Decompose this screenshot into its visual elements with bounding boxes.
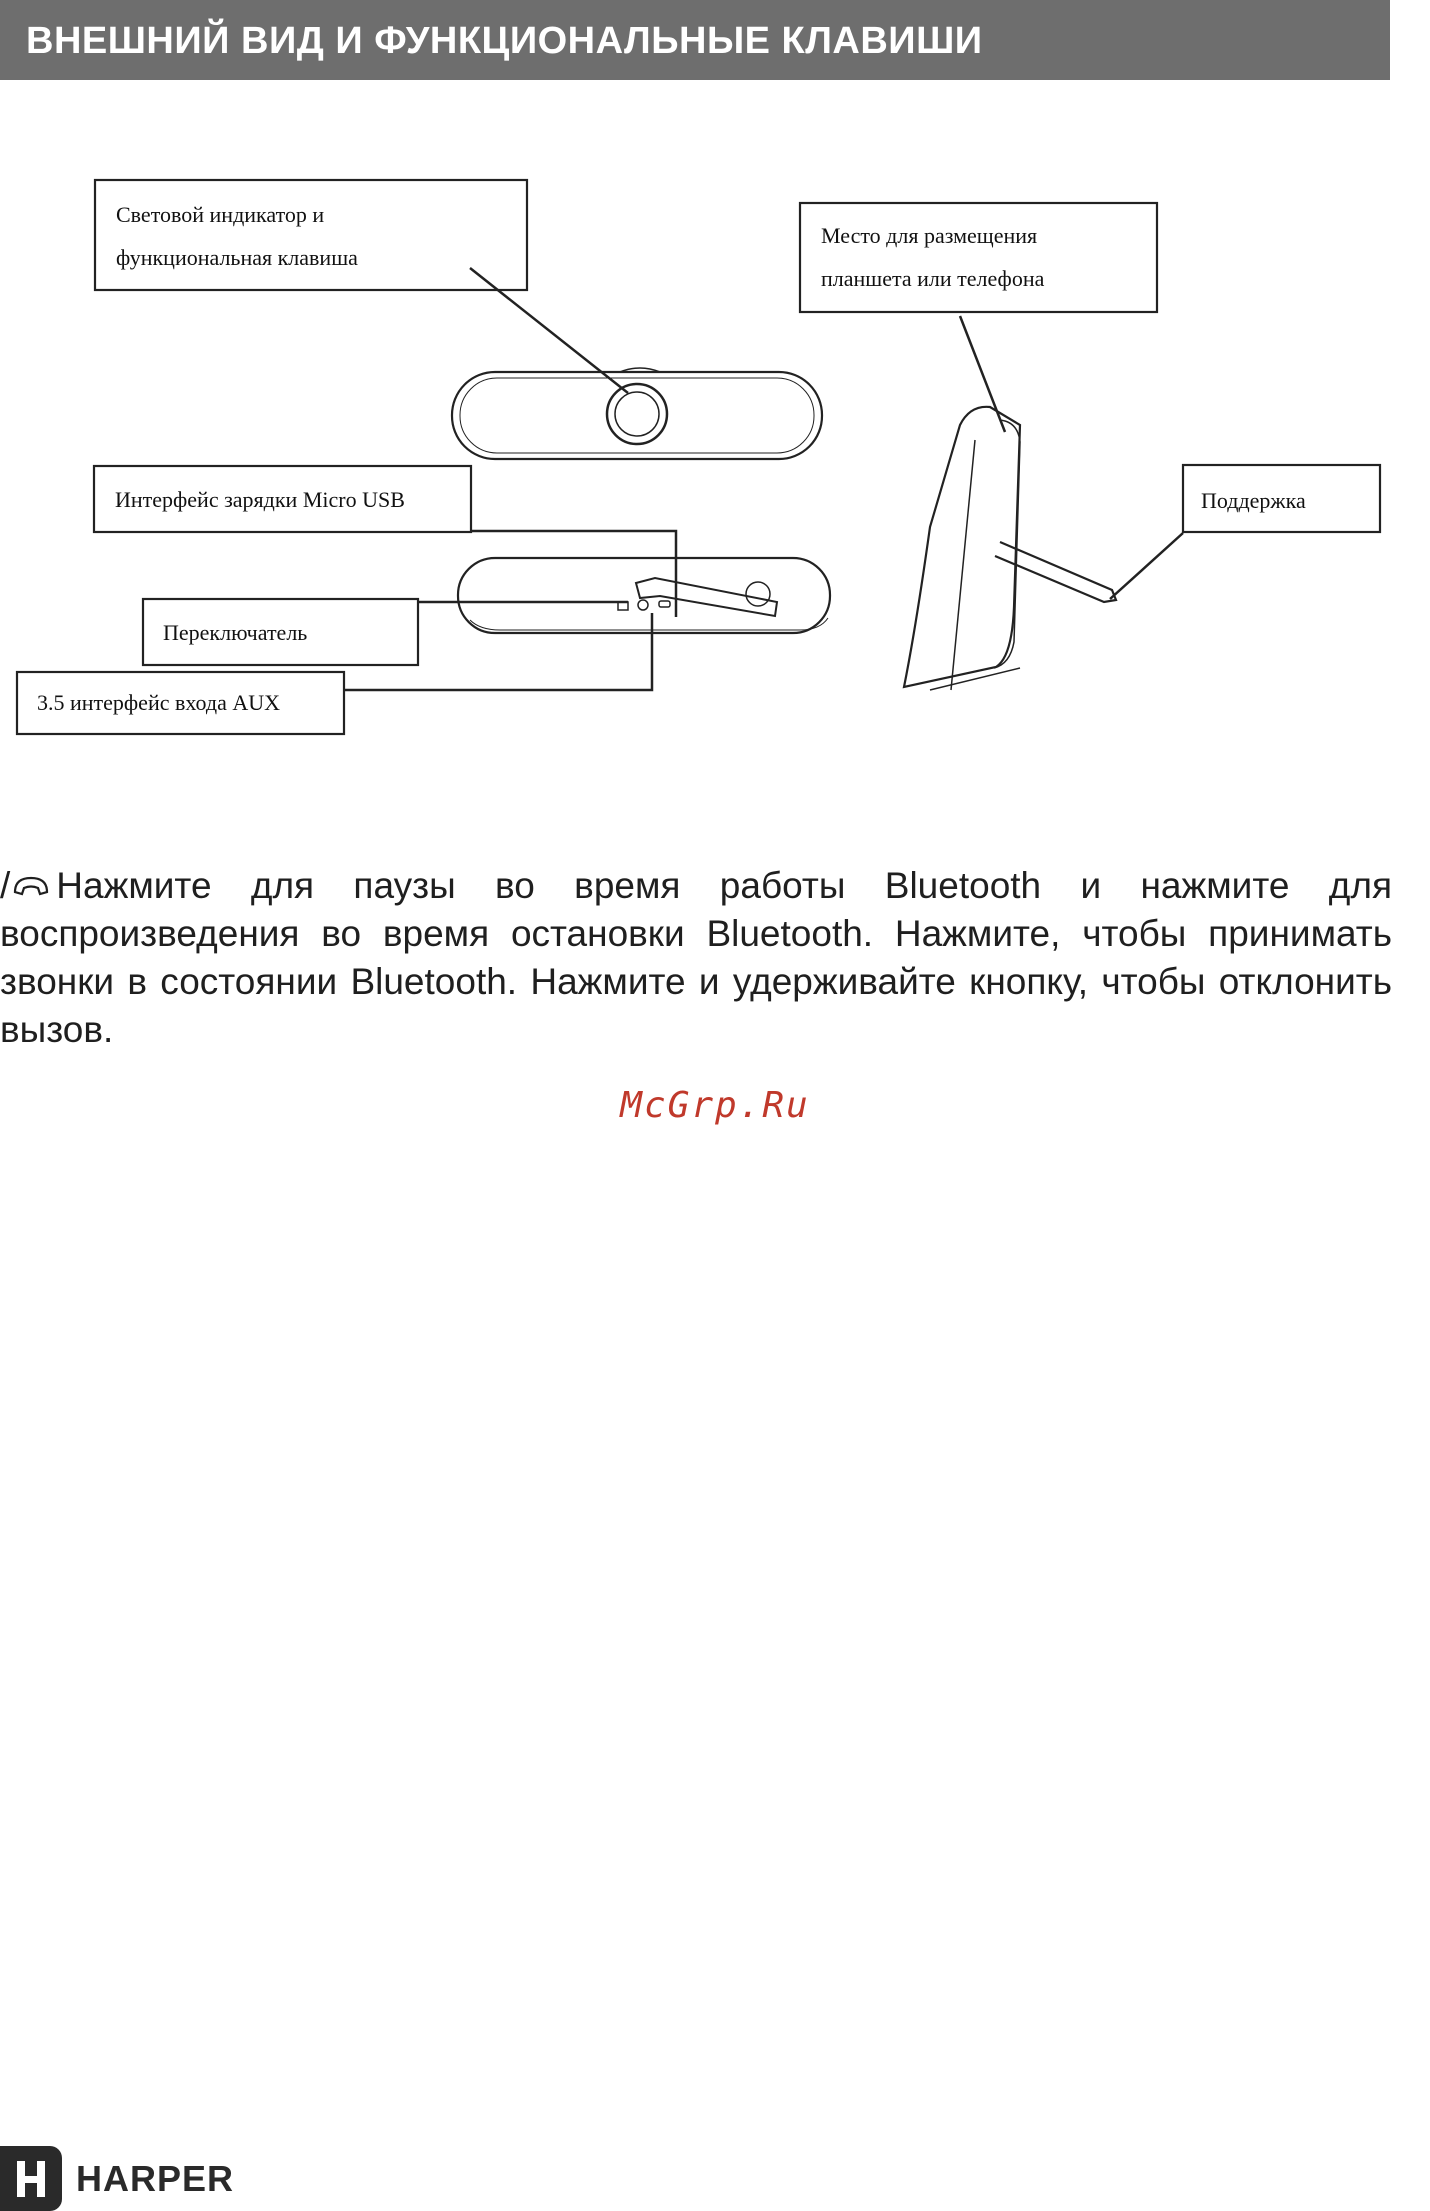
label-placement-1: Место для размещения xyxy=(821,223,1038,248)
section-header xyxy=(0,0,1390,80)
label-box-indicator xyxy=(95,180,527,290)
phone-icon xyxy=(12,874,50,902)
watermark: McGrp.Ru xyxy=(620,1085,810,1126)
speaker-front-view xyxy=(458,558,830,633)
instruction-paragraph xyxy=(0,862,1392,1054)
label-indicator-1: Световой индикатор и xyxy=(116,202,325,227)
logo-letter-icon xyxy=(11,2157,51,2201)
speaker-side-view xyxy=(904,407,1116,690)
harper-logo-icon xyxy=(0,2146,62,2211)
label-indicator-2: функциональная клавиша xyxy=(116,245,358,270)
function-button-icon xyxy=(607,384,667,444)
label-micro-usb: Интерфейс зарядки Micro USB xyxy=(115,487,405,512)
brand-name: HARPER xyxy=(76,2157,235,2199)
instruction-text: Нажмите для паузы во время работы Bluetooth и нажмите для воспроизведения во время остановки Bluetooth. Нажмите, чтобы принимать звонки в состоянии Bluetooth. Нажмите и удерживайте кнопку, чтобы отклонить вызов. xyxy=(0,865,1392,1050)
label-support: Поддержка xyxy=(1201,488,1306,513)
label-placement-2: планшета или телефона xyxy=(821,266,1045,291)
section-title: ВНЕШНИЙ ВИД И ФУНКЦИОНАЛЬНЫЕ КЛАВИШИ xyxy=(26,20,983,62)
label-box-placement xyxy=(800,203,1157,312)
label-switch: Переключатель xyxy=(163,620,308,645)
slash-prefix: / xyxy=(0,865,11,906)
brand-footer xyxy=(0,2146,234,2211)
speaker-top-view xyxy=(452,368,822,459)
label-aux: 3.5 интерфейс входа AUX xyxy=(37,690,281,715)
device-diagram xyxy=(0,150,1430,770)
